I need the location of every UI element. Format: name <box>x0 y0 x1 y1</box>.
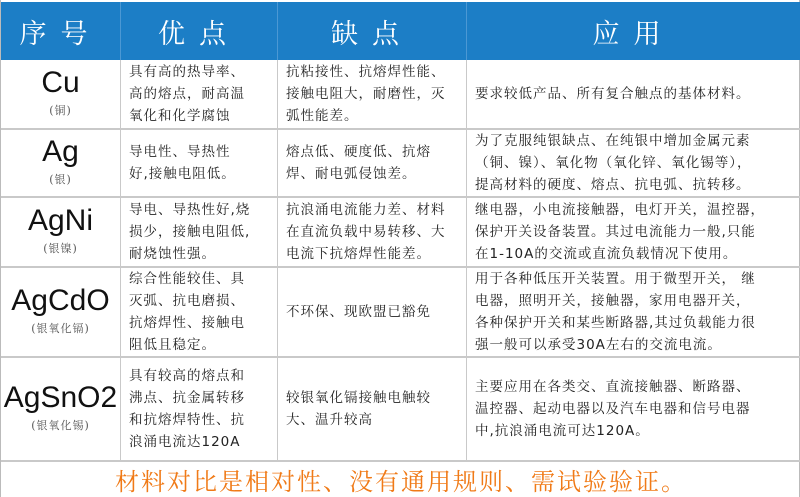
cons-line: 焊、耐电弧侵蚀差。 <box>286 166 417 182</box>
cons-line: 弧性能差。 <box>286 108 359 124</box>
pros-line: 氧化和化学腐蚀 <box>129 108 231 124</box>
cons-cell <box>278 268 467 356</box>
cons-line: 电流下抗熔焊性能差。 <box>286 246 431 262</box>
material-cell <box>1 60 121 128</box>
pros-line: 导电、导热性好,烧 <box>129 202 251 218</box>
pros-line: 耐烧蚀性强。 <box>129 246 216 262</box>
app-line: 中,抗浪涌电流可达120A。 <box>475 423 650 439</box>
pros-line: 浪涌电流达120A <box>129 434 241 450</box>
header-cons: 缺点 <box>278 2 467 60</box>
material-symbol: Ag <box>42 135 79 168</box>
cons-cell <box>278 130 467 196</box>
app-cell <box>467 60 800 128</box>
pros-line: 灭弧、抗电磨损、 <box>129 293 245 309</box>
cons-line: 抗浪涌电流能力差、材料 <box>286 202 446 218</box>
cons-cell <box>278 358 467 460</box>
app-cell <box>467 198 800 266</box>
table-row <box>1 60 800 130</box>
pros-line: 沸点、抗金属转移 <box>129 390 245 406</box>
cons-line: 抗粘接性、抗熔焊性能、 <box>286 64 446 80</box>
pros-line: 阻低且稳定。 <box>129 337 216 353</box>
pros-cell <box>121 60 278 128</box>
app-line: 温控器、起动电器以及汽车电器和信号电器 <box>475 401 751 417</box>
pros-line: 损少，接触电阻低, <box>129 224 251 240</box>
app-line: 保护开关设备装置。其过电流能力一般,只能 <box>475 224 756 240</box>
pros-line: 高的熔点，耐高温 <box>129 86 245 102</box>
material-cell <box>1 358 121 460</box>
table-row <box>1 268 800 358</box>
material-chinese-name: (银氧化锡) <box>31 419 90 432</box>
cons-cell <box>278 60 467 128</box>
app-line: 强一般可以承受30A左右的交流电流。 <box>475 337 722 353</box>
table-row <box>1 130 800 198</box>
cons-line: 不环保、现欧盟已豁免 <box>286 304 431 320</box>
app-cell <box>467 268 800 356</box>
pros-line: 综合性能较佳、具 <box>129 271 245 287</box>
app-line: 各种保护开关和某些断路器,其过负载能力很 <box>475 315 756 331</box>
header-application: 应用 <box>467 2 800 60</box>
table-header <box>1 2 800 60</box>
material-cell <box>1 198 121 266</box>
cons-cell <box>278 198 467 266</box>
material-symbol: AgNi <box>27 204 94 237</box>
cons-line: 大、温升较高 <box>286 412 373 428</box>
material-chinese-name: (银镍) <box>43 242 78 255</box>
pros-line: 好,接触电阻低。 <box>129 166 236 182</box>
table-row <box>1 198 800 268</box>
pros-cell <box>121 198 278 266</box>
header-index: 序号 <box>1 2 121 60</box>
cons-line: 较银氧化镉接触电触较 <box>286 390 431 406</box>
material-symbol: AgSnO2 <box>3 381 118 414</box>
material-chinese-name: (铜) <box>49 104 72 117</box>
material-cell <box>1 130 121 196</box>
app-line: 在1-10A的交流或直流负载情况下使用。 <box>475 246 738 262</box>
pros-line: 导电性、导热性 <box>129 144 231 160</box>
material-symbol: Cu <box>41 66 80 99</box>
app-line: 电器，照明开关，接触器，家用电器开关， <box>475 293 751 309</box>
app-line: （铜、镍）、氧化物（氧化锌、氧化锡等）， <box>475 155 752 171</box>
pros-line: 具有高的热导率、 <box>129 64 245 80</box>
app-line: 为了克服纯银缺点、在纯银中增加金属元素 <box>475 133 751 149</box>
header-pros: 优点 <box>121 2 278 60</box>
app-cell <box>467 358 800 460</box>
cons-line: 在直流负载中易转移、大 <box>286 224 446 240</box>
material-chinese-name: (银) <box>49 173 72 186</box>
table-row <box>1 358 800 462</box>
cons-line: 接触电阻大，耐磨性，灭 <box>286 86 446 102</box>
footer-note: 材料对比是相对性、没有通用规则、需试验验证。 <box>115 468 687 496</box>
material-cell <box>1 268 121 356</box>
pros-line: 具有较高的熔点和 <box>129 368 245 384</box>
pros-cell <box>121 130 278 196</box>
app-line: 用于各种低压开关装置。用于微型开关， 继 <box>475 271 756 287</box>
pros-line: 和抗熔焊特性、抗 <box>129 412 245 428</box>
material-symbol: AgCdO <box>11 284 110 317</box>
pros-line: 抗熔焊性、接触电 <box>129 315 245 331</box>
cons-line: 熔点低、硬度低、抗熔 <box>286 144 431 160</box>
app-line: 提高材料的硬度、熔点、抗电弧、抗转移。 <box>475 177 751 193</box>
material-chinese-name: (银氧化镉) <box>31 322 90 335</box>
app-line: 主要应用在各类交、直流接触器、断路器、 <box>475 379 751 395</box>
pros-cell <box>121 268 278 356</box>
app-line: 要求较低产品、所有复合触点的基体材料。 <box>475 86 751 102</box>
app-line: 继电器，小电流接触器，电灯开关，温控器， <box>475 202 765 218</box>
app-cell <box>467 130 800 196</box>
pros-cell <box>121 358 278 460</box>
